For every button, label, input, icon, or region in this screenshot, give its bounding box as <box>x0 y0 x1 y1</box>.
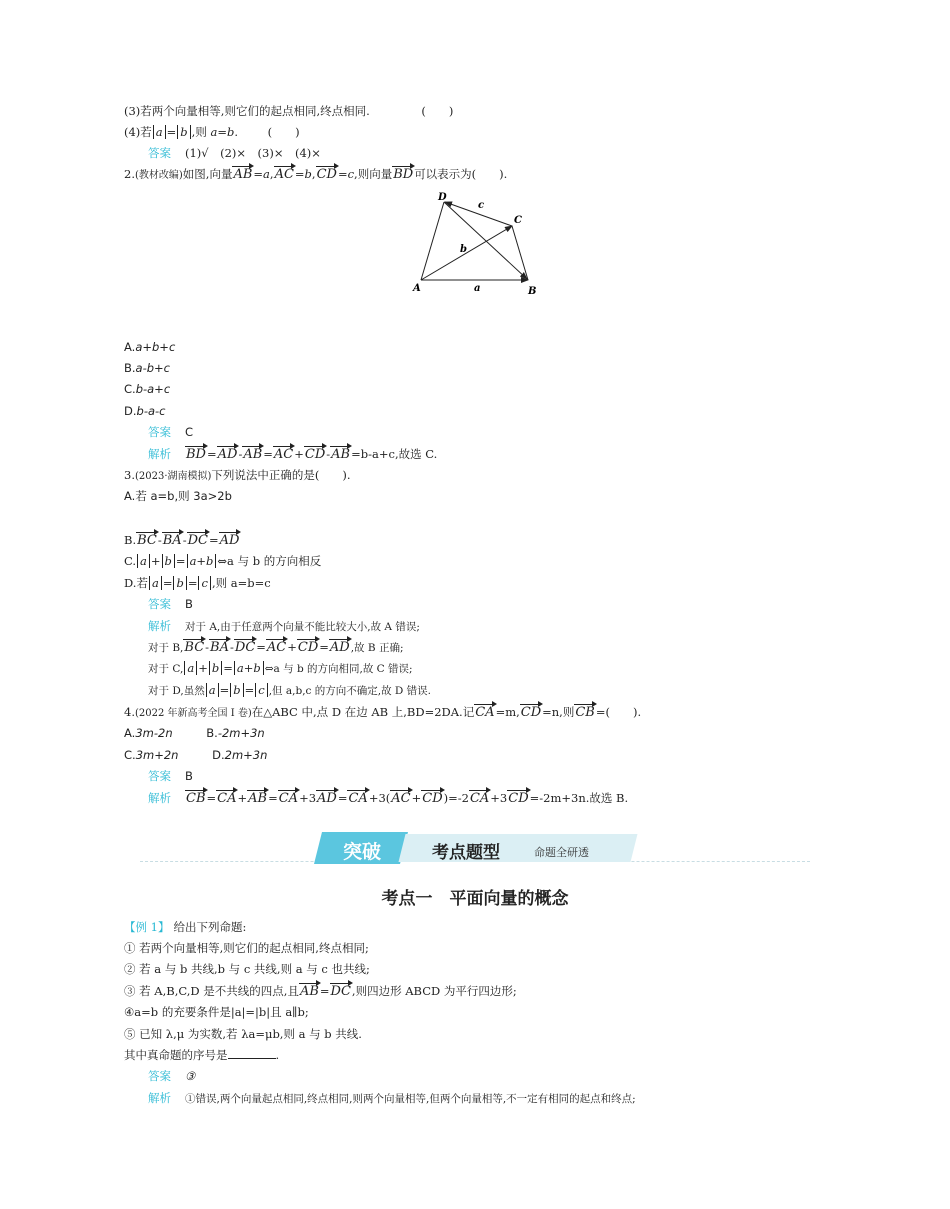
example1-item-2: ② 若 a 与 b 共线,b 与 c 共线,则 a 与 c 也共线; <box>124 962 370 976</box>
label-b-vec: b <box>460 244 467 255</box>
answer-label: 答案 <box>148 146 171 160</box>
example1-item-1: ① 若两个向量相等,则它们的起点相同,终点相同; <box>124 941 369 955</box>
analysis-label: 解析 <box>148 619 171 633</box>
example1-analysis: 解析 ①错误,两个向量起点相同,终点相同,则两个向量相等,但两个向量相等,不一定有相同的起点和终点; <box>148 1091 636 1105</box>
q2-answer: 答案 C <box>148 425 194 439</box>
q3-analysis-4: 对于 D,虽然 a = b = c ,但 a,b,c 的方向不确定,故 D 错误. <box>148 683 432 697</box>
banner-subtitle: 命题全研透 <box>534 846 589 859</box>
answer-label: 答案 <box>148 597 171 611</box>
q4-stem: 4.(2022 年新高考全国 Ⅰ 卷)在△ABC 中,点 D 在边 AB 上,BD=2DA.记CA=m,CD=n,则CB=( ). <box>124 705 642 720</box>
q3-option-a: A.若 a=b,则 3a>2b <box>124 489 232 503</box>
q2-stem: 2.(教材改编)如图,向量AB=a,AC=b,CD=c,则向量BD可以表示为( ). <box>124 167 508 182</box>
q4-options-row-2: C.3m+2n D.2m+3n <box>124 748 268 762</box>
q1-item-3: (3)若两个向量相等,则它们的起点相同,终点相同. ( ) <box>124 104 454 118</box>
q3-answer: 答案 B <box>148 597 193 611</box>
q1-item-4: (4)若 a = b ,则 a=b. ( ) <box>124 125 300 139</box>
q1-answer: 答案 (1)√ (2)× (3)× (4)× <box>148 146 321 160</box>
answer-blank <box>228 1058 276 1059</box>
answer-label: 答案 <box>148 769 171 783</box>
section-title: 考点一 平面向量的概念 <box>381 889 569 909</box>
q3-option-c: C. a + b = a+b ⇔a 与 b 的方向相反 <box>124 554 322 568</box>
example-label: 【例 1】 <box>124 920 170 934</box>
answer-label: 答案 <box>148 1069 171 1083</box>
label-c-vec: c <box>478 200 485 211</box>
example1-item-4: ④a=b 的充要条件是|a|=|b|且 a∥b; <box>124 1005 309 1019</box>
q2-option-a: A.a+b+c <box>124 340 176 354</box>
analysis-label: 解析 <box>148 1091 171 1105</box>
label-a-point: A <box>413 283 421 294</box>
label-d: D <box>438 192 447 203</box>
section-banner <box>140 828 810 868</box>
q4-answer: 答案 B <box>148 769 193 783</box>
answer-label: 答案 <box>148 425 171 439</box>
q3-stem: 3.(2023·湖南模拟)下列说法中正确的是( ). <box>124 468 351 482</box>
label-a-vec: a <box>474 283 481 294</box>
banner-left-text: 突破 <box>342 841 381 863</box>
example1-item-5: ⑤ 已知 λ,μ 为实数,若 λa=μb,则 a 与 b 共线. <box>124 1027 362 1041</box>
q4-analysis: 解析 CB=CA+AB=CA+3AD=CA+3(AC+CD)=-2CA+3CD=-2m+3n.故选 B. <box>148 791 629 806</box>
q2-option-c: C.b-a+c <box>124 382 171 396</box>
q3-option-d: D.若 a = b = c ,则 a=b=c <box>124 576 271 590</box>
q2-option-b: B.a-b+c <box>124 361 171 375</box>
analysis-label: 解析 <box>148 447 171 461</box>
example1-question: 其中真命题的序号是 . <box>124 1048 280 1062</box>
q2-analysis: 解析 BD=AD-AB=AC+CD-AB=b-a+c,故选 C. <box>148 447 438 462</box>
vector-bd <box>444 202 527 279</box>
label-c: C <box>514 215 522 226</box>
example1-answer: 答案 ③ <box>148 1069 196 1083</box>
example1-stem: 【例 1】 给出下列命题: <box>124 920 247 934</box>
analysis-label: 解析 <box>148 791 171 805</box>
label-b-point: B <box>528 286 537 297</box>
q3-analysis-2: 对于 B,BC-BA-DC=AC+CD=AD,故 B 正确; <box>148 640 404 655</box>
q3-analysis-1: 解析 对于 A,由于任意两个向量不能比较大小,故 A 错误; <box>148 619 420 633</box>
example1-item-3: ③ 若 A,B,C,D 是不共线的四点,且AB=DC,则四边形 ABCD 为平行四边形; <box>124 984 517 999</box>
q3-analysis-3: 对于 C, a + b = a+b ⇔a 与 b 的方向相同,故 C 错误; <box>148 661 413 675</box>
q3-option-b: B.BC-BA-DC=AD <box>124 533 240 548</box>
quadrilateral-figure <box>408 190 548 302</box>
banner-title: 考点题型 <box>432 843 500 863</box>
q2-option-d: D.b-a-c <box>124 404 166 418</box>
q4-options-row-1: A.3m-2n B.-2m+3n <box>124 726 265 740</box>
